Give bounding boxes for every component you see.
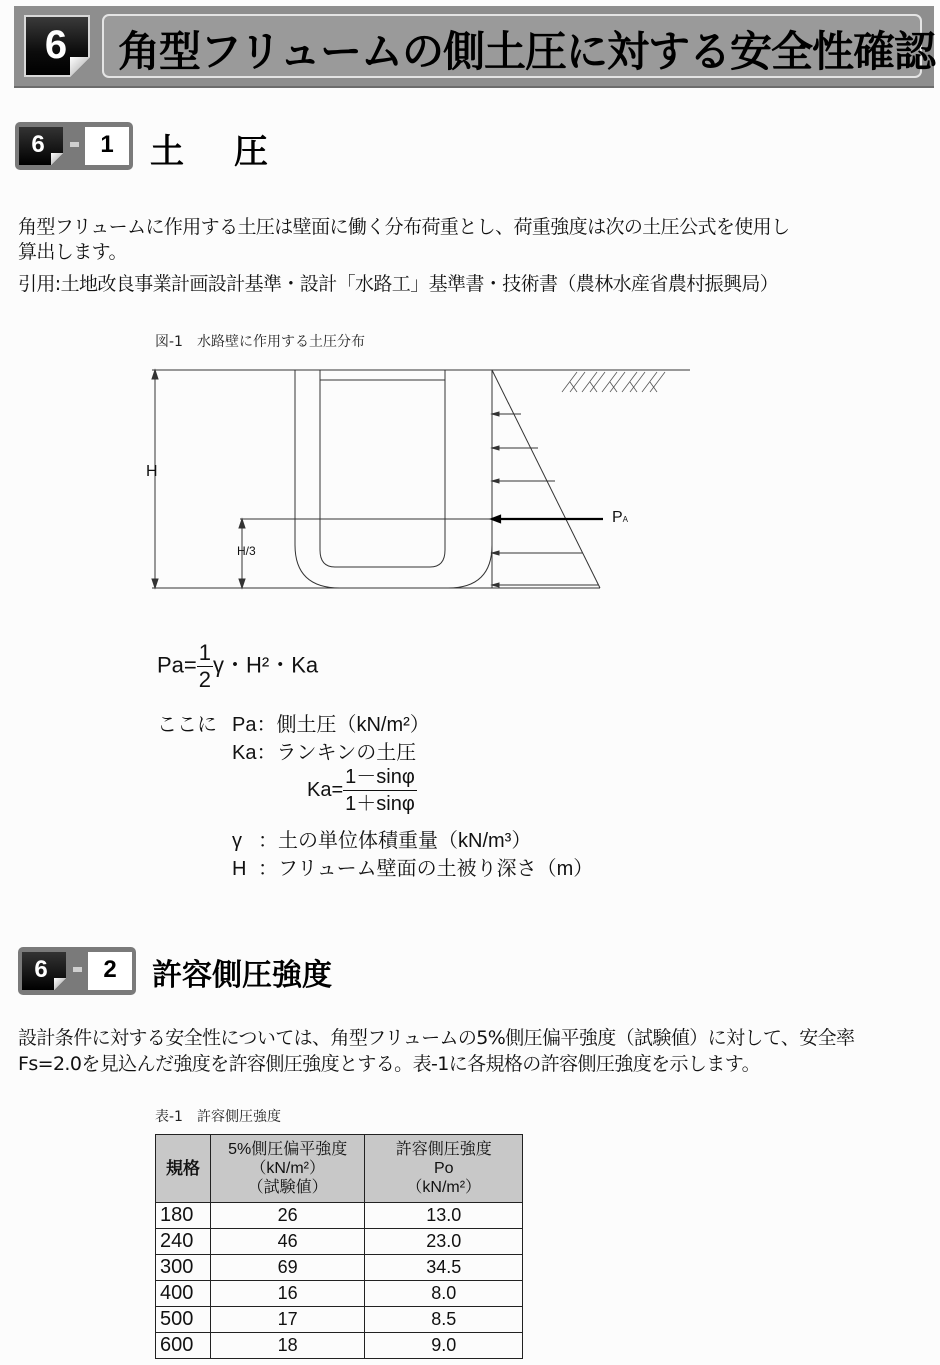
- header-allowable-strength: [365, 1135, 523, 1203]
- ka-fraction: [343, 764, 417, 817]
- cell-test: 16: [210, 1281, 365, 1307]
- cell-test: 26: [210, 1203, 365, 1229]
- table-row: [156, 1333, 523, 1359]
- table-row: [156, 1307, 523, 1333]
- def-symbol: γ: [232, 830, 242, 852]
- table-row: [156, 1203, 523, 1229]
- section-title: 許容側圧強度: [152, 958, 332, 993]
- allowable-pressure-table: [155, 1134, 523, 1359]
- definition-h: [232, 852, 593, 881]
- def-desc: ：側土圧（kN/m²）: [256, 714, 430, 736]
- cell-test: 18: [210, 1333, 365, 1359]
- fraction-denominator: 2: [198, 667, 212, 692]
- table-row: [156, 1255, 523, 1281]
- label-h-third: H/3: [237, 544, 256, 558]
- cell-allow: 8.5: [365, 1307, 523, 1333]
- badge-major: [22, 952, 66, 990]
- cell-size: 500: [156, 1307, 211, 1333]
- paragraph-line: 設計条件に対する安全性については、角型フリュームの5%側圧偏平強度（試験値）に対して、安全率: [18, 1027, 855, 1049]
- citation-line: 引用:土地改良事業計画設計基準・設計「水路工」基準書・技術書（農林水産省農村振興局）: [18, 273, 779, 295]
- label-pa-sub: A: [622, 515, 629, 524]
- cell-size: 180: [156, 1203, 211, 1229]
- table-caption: 表-1 許容側圧強度: [155, 1109, 281, 1125]
- badge-major-number: 6: [34, 956, 48, 983]
- header-test-strength: [210, 1135, 365, 1203]
- label-h: H: [146, 463, 158, 480]
- page-curl-icon: [70, 57, 90, 77]
- chapter-title-box: [102, 14, 936, 78]
- ka-formula: [307, 764, 417, 817]
- badge-minor-number: 1: [100, 131, 114, 158]
- label-pa-main: P: [612, 509, 623, 526]
- label-pa: [612, 509, 628, 527]
- fraction-half: [197, 640, 213, 693]
- formula-rhs: γ・H²・Ka: [213, 652, 319, 678]
- header-size: 規格: [156, 1135, 211, 1203]
- definition-intro: ここに: [157, 714, 217, 736]
- header-line: （kN/m²）: [250, 1160, 326, 1177]
- cell-allow: 9.0: [365, 1333, 523, 1359]
- earth-pressure-formula: [157, 640, 318, 693]
- page-curl-icon: [51, 153, 63, 165]
- cell-size: 240: [156, 1229, 211, 1255]
- chapter-number: 6: [44, 23, 68, 67]
- cell-test: 69: [210, 1255, 365, 1281]
- header-line: 許容側圧強度: [395, 1141, 492, 1158]
- header-line: （kN/m²）: [406, 1179, 482, 1196]
- cell-allow: 34.5: [365, 1255, 523, 1281]
- cell-allow: 23.0: [365, 1229, 523, 1255]
- def-desc: ：ランキンの土圧: [256, 742, 417, 764]
- ka-numerator: 1－sinφ: [343, 764, 417, 791]
- chapter-title: 角型フリュームの側土圧に対する安全性確認: [118, 27, 936, 76]
- def-desc: ：フリューム壁面の土被り深さ（m）: [258, 858, 594, 880]
- badge-minor-number: 2: [103, 956, 117, 983]
- badge-minor: [85, 127, 129, 165]
- ka-lhs: Ka=: [307, 778, 344, 801]
- def-symbol: Ka: [232, 742, 257, 764]
- cell-size: 600: [156, 1333, 211, 1359]
- ka-denominator: 1＋sinφ: [345, 793, 415, 815]
- def-symbol: Pa: [232, 714, 257, 736]
- chapter-header: [14, 6, 934, 88]
- def-symbol: H: [232, 858, 247, 880]
- figure-caption: 図-1 水路壁に作用する土圧分布: [155, 334, 365, 350]
- table-header-row: [156, 1135, 523, 1203]
- header-line: 5%側圧偏平強度: [228, 1141, 348, 1158]
- definition-pa: [232, 708, 430, 737]
- badge-minor: [88, 952, 132, 990]
- cell-test: 46: [210, 1229, 365, 1255]
- paragraph-line: 角型フリュームに作用する土圧は壁面に働く分布荷重とし、荷重強度は次の土圧公式を使用し: [18, 216, 790, 238]
- badge-dash: [70, 142, 79, 147]
- paragraph-line: Fs=2.0を見込んだ強度を許容側圧強度とする。表-1に各規格の許容側圧強度を示します。: [18, 1053, 760, 1075]
- definition-ka: [232, 736, 416, 765]
- earth-pressure-diagram: [130, 355, 690, 600]
- header-line: Po: [433, 1160, 454, 1177]
- def-desc: ：土の単位体積重量（kN/m³）: [258, 830, 532, 852]
- badge-major: [19, 127, 63, 165]
- header-line: （試験値）: [247, 1179, 328, 1196]
- cell-allow: 8.0: [365, 1281, 523, 1307]
- definition-gamma: [232, 824, 531, 853]
- formula-lhs: Pa=: [157, 652, 197, 678]
- page-curl-icon: [54, 978, 66, 990]
- badge-dash: [73, 967, 82, 972]
- section-badge-6-1: [15, 122, 133, 170]
- badge-major-number: 6: [31, 131, 45, 158]
- table-row: [156, 1229, 523, 1255]
- section-title: 土 圧: [150, 132, 276, 172]
- section-badge-6-2: [18, 947, 136, 995]
- table-row: [156, 1281, 523, 1307]
- chapter-number-badge: [24, 15, 90, 77]
- cell-size: 400: [156, 1281, 211, 1307]
- paragraph-line: 算出します。: [18, 241, 127, 263]
- cell-size: 300: [156, 1255, 211, 1281]
- cell-allow: 13.0: [365, 1203, 523, 1229]
- cell-test: 17: [210, 1307, 365, 1333]
- fraction-numerator: 1: [198, 640, 212, 665]
